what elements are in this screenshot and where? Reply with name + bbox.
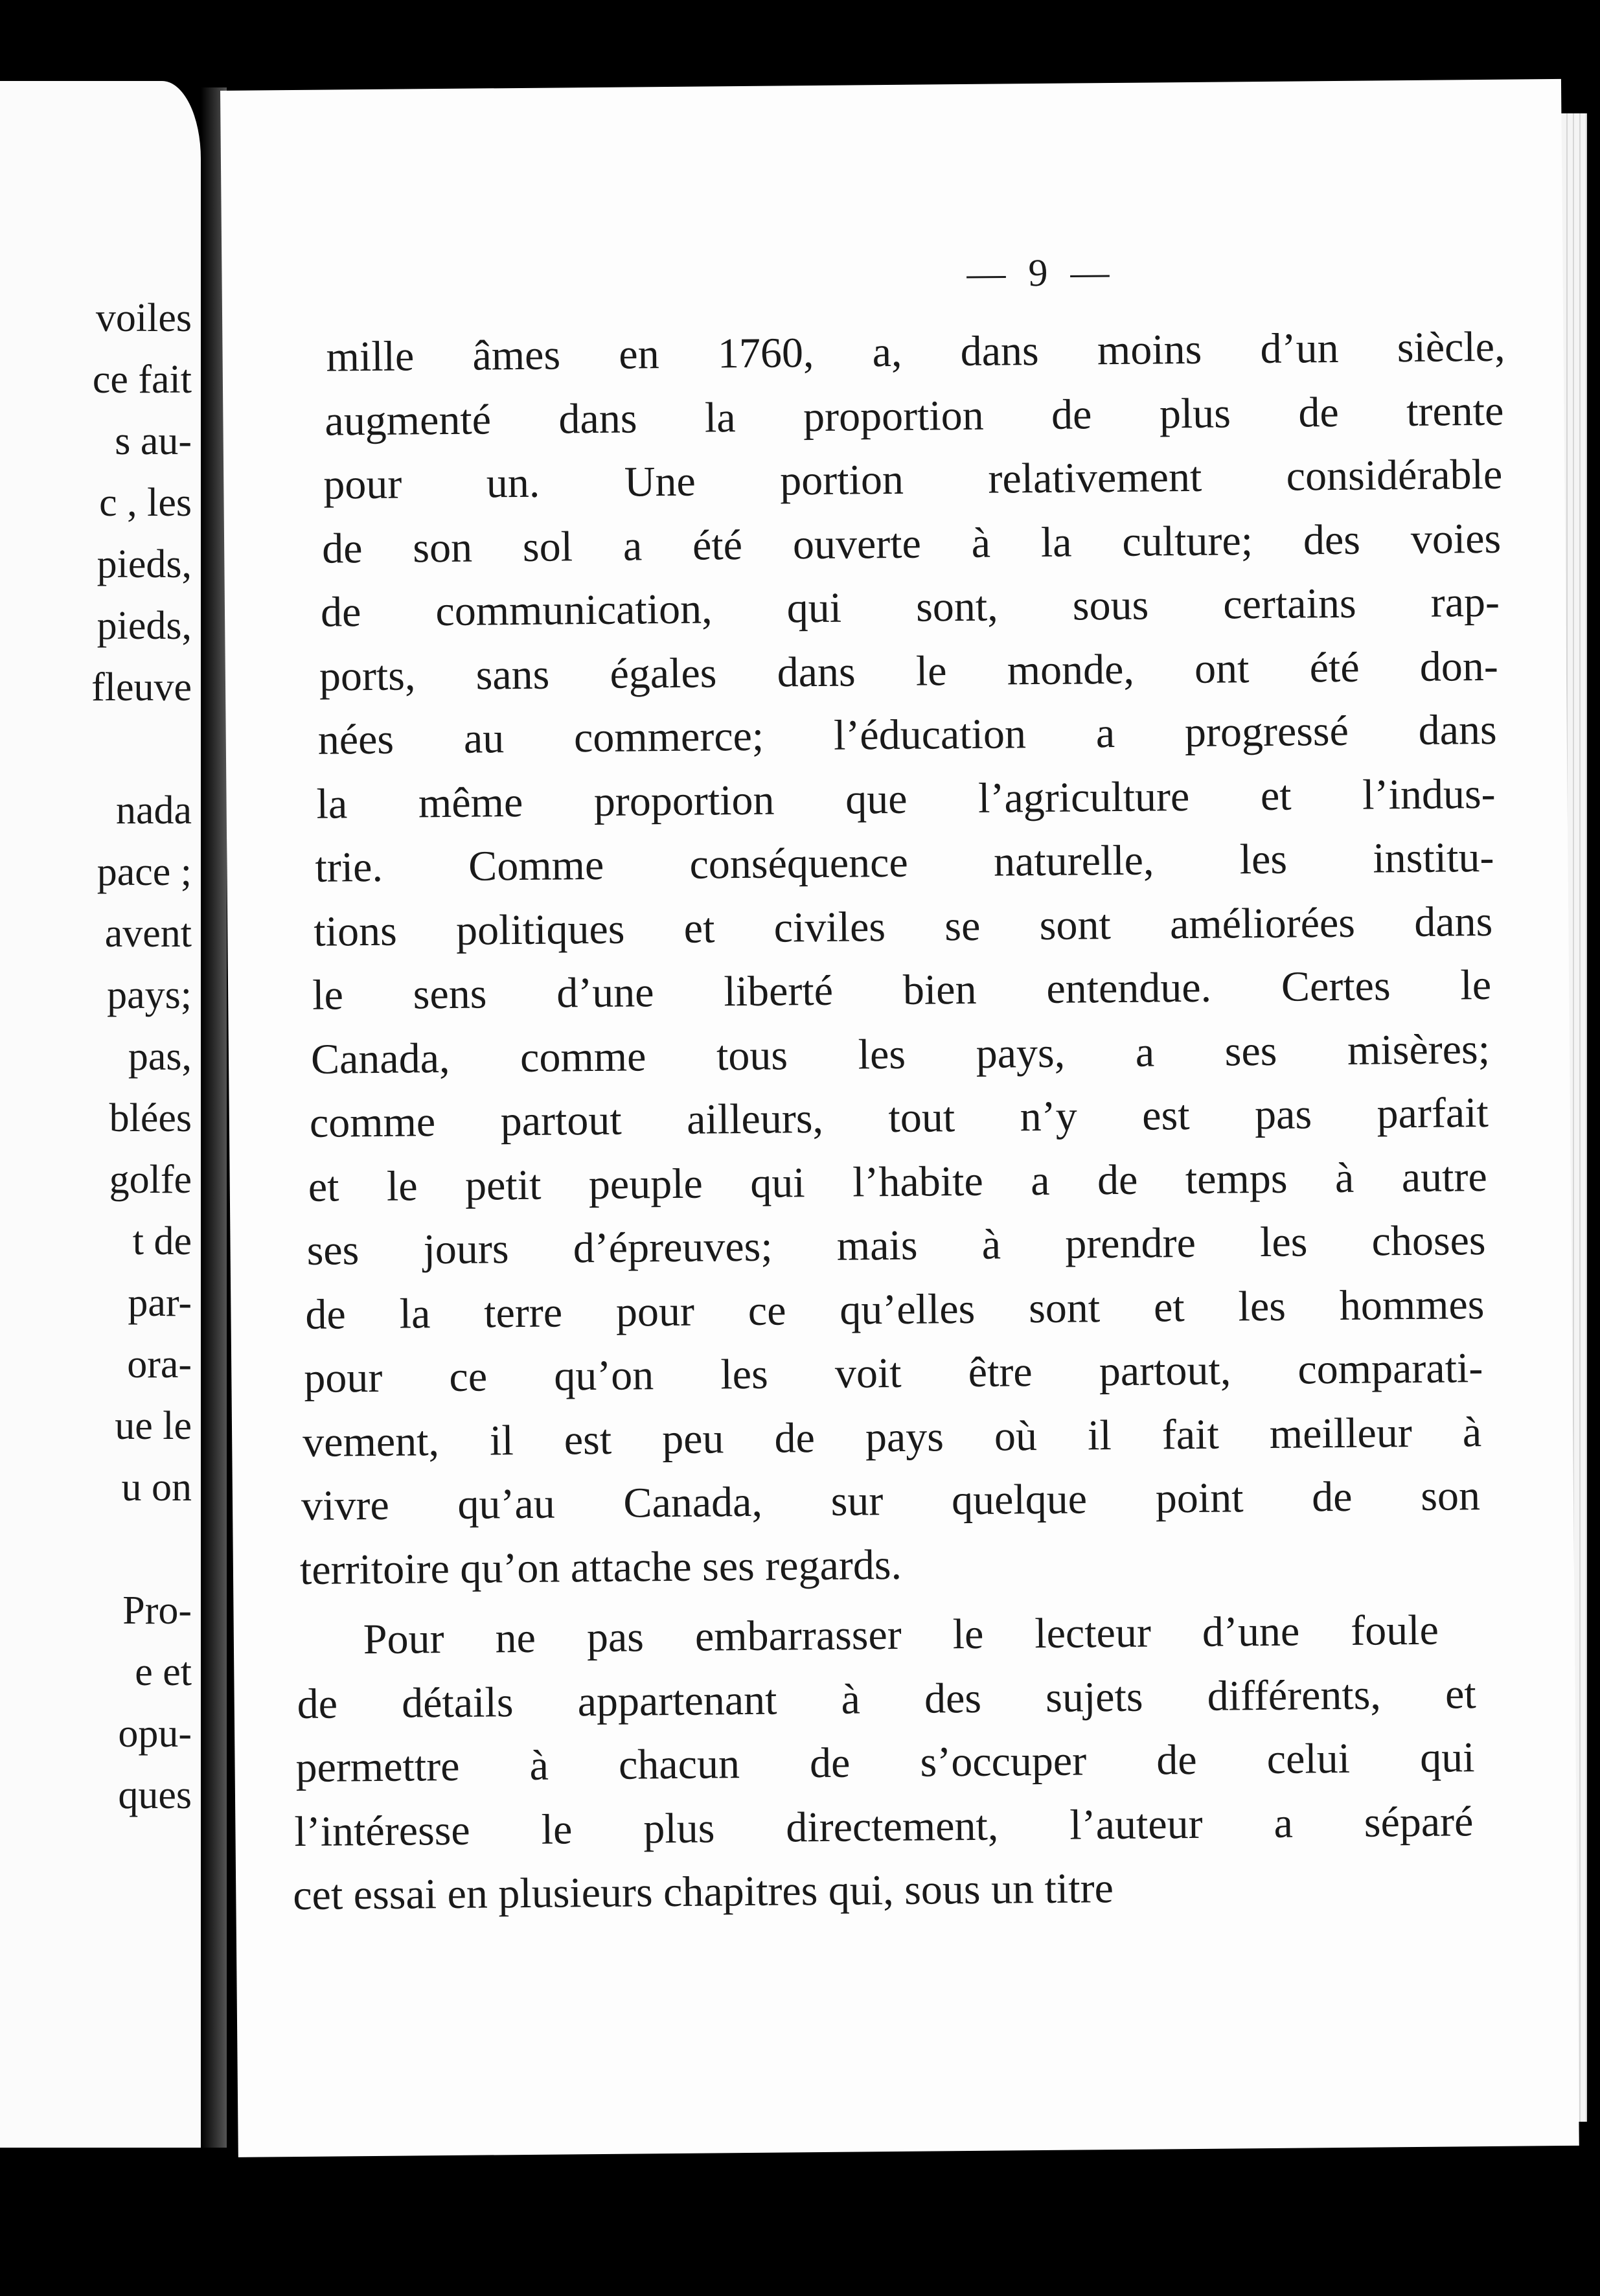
body-text-line: territoire qu’on attache ses regards. — [299, 1541, 902, 1594]
body-text-line: permettre à chacun de s’occuper de celui qui — [295, 1734, 1475, 1792]
left-page-line: avent — [104, 912, 192, 956]
left-page-line: Pro- — [122, 1589, 192, 1633]
left-page-line: fleuve — [91, 665, 192, 709]
left-page-line: ques — [118, 1773, 192, 1817]
left-page-line: ue le — [115, 1404, 192, 1448]
body-text-line: Canada, comme tous les pays, a ses misères; — [310, 1025, 1491, 1083]
left-page-line: c , les — [99, 481, 192, 525]
body-text-line: de la terre pour ce qu’elles sont et les hommes — [305, 1280, 1485, 1338]
body-text-line: tions politiques et civiles se sont améliorées dans — [314, 897, 1493, 956]
left-page-line: blées — [109, 1096, 192, 1140]
body-text-line: de son sol a été ouverte à la culture; des voies — [321, 514, 1502, 573]
left-page-line: pays; — [107, 973, 192, 1017]
body-text-line: pour ce qu’on les voit être partout, comparati- — [304, 1344, 1483, 1402]
left-page-line: u on — [121, 1465, 192, 1510]
left-page-line: pieds, — [97, 542, 192, 586]
body-text-line: ses jours d’épreuves; mais à prendre les choses — [306, 1217, 1486, 1274]
body-text-line: la même proportion que l’agriculture et l’indus- — [316, 770, 1496, 828]
right-page — [220, 79, 1579, 2157]
left-page-line: par- — [128, 1281, 192, 1325]
body-text-line: Pour ne pas embarrasser le lecteur d’une foule — [363, 1606, 1439, 1664]
body-text-line: augmenté dans la proportion de plus de trente — [325, 387, 1504, 445]
left-page-line: pace ; — [97, 850, 192, 894]
body-text-line: de communication, qui sont, sous certains rap- — [320, 578, 1500, 636]
left-page-line: golfe — [109, 1158, 192, 1202]
page-number: — 9 — — [966, 250, 1116, 295]
left-page-line: opu- — [118, 1712, 192, 1756]
body-text-line: vivre qu’au Canada, sur quelque point de son — [301, 1472, 1481, 1530]
body-text-line: nées au commerce; l’éducation a progressé dans — [317, 706, 1498, 764]
left-page-line: t de — [132, 1219, 192, 1263]
left-page-line: pieds, — [97, 604, 192, 648]
body-text-line: cet essai en plusieurs chapitres qui, sous un titre — [292, 1865, 1114, 1920]
body-text-line: pour un. Une portion relativement considérable — [323, 450, 1503, 509]
left-page-line: nada — [115, 788, 192, 832]
body-text-line: de détails appartenant à des sujets différents, et — [297, 1670, 1476, 1728]
left-page-line: ce fait — [92, 358, 192, 402]
body-text-line: l’intéresse le plus directement, l’auteur a séparé — [294, 1797, 1474, 1855]
body-text-line: comme partout ailleurs, tout n’y est pas parfait — [309, 1088, 1489, 1147]
body-text-line: vement, il est peu de pays où il fait meilleur à — [302, 1408, 1482, 1466]
left-page-line: e et — [135, 1650, 192, 1694]
left-page-line: pas, — [128, 1035, 192, 1079]
body-text-line: ports, sans égales dans le monde, ont été don- — [319, 642, 1499, 700]
left-page-line: ora- — [127, 1342, 192, 1386]
body-text-line: le sens d’une liberté bien entendue. Certes le — [312, 961, 1492, 1019]
body-text-line: mille âmes en 1760, a, dans moins d’un siècle, — [326, 323, 1505, 381]
left-page-line: s au- — [115, 419, 192, 463]
left-page — [0, 81, 201, 2148]
body-text-line: et le petit peuple qui l’habite a de temps à autre — [308, 1153, 1488, 1211]
body-text-line: trie. Comme conséquence naturelle, les institu- — [315, 833, 1494, 891]
left-page-line: voiles — [95, 296, 192, 340]
